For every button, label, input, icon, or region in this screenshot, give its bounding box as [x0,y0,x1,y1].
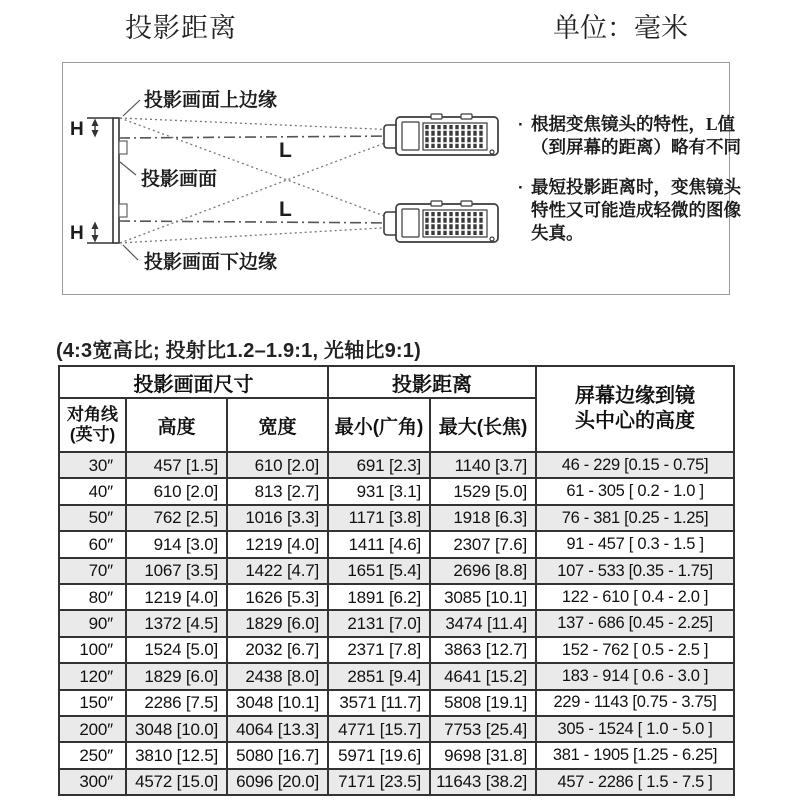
cell-value: 4572 [15.0] [126,769,227,795]
cell-diagonal: 40″ [59,478,126,504]
l-label-top: L [279,139,292,162]
label-screen-top-edge: 投影画面上边缘 [144,90,278,111]
cell-diagonal: 30″ [59,452,126,478]
cell-value: 1651 [5.4] [328,558,430,584]
projector-icon-bottom [384,201,498,242]
table-row [59,531,734,557]
cell-value: 457 - 2286 [ 1.5 - 7.5 ] [536,769,734,795]
note-line: 特性又可能造成轻微的图像 [531,200,741,220]
cell-value: 1171 [3.8] [328,505,430,531]
note-line: 根据变焦镜头的特性，L值 [531,114,736,134]
cell-value: 5808 [19.1] [430,690,536,716]
cell-value: 1372 [4.5] [126,610,227,636]
bullet-icon: · [518,115,524,134]
projection-distance-table [58,365,735,796]
cell-value: 9698 [31.8] [430,742,536,768]
col-header-max-tele: 最大(长焦) [430,398,536,452]
cell-diagonal: 120″ [59,663,126,689]
table-row [59,584,734,610]
table-row [59,769,734,795]
cell-value: 1529 [5.0] [430,478,536,504]
cell-value: 91 - 457 [ 0.3 - 1.5 ] [536,531,734,557]
aspect-ratio-note: (4:3宽高比; 投射比1.2–1.9:1, 光轴比9:1) [56,340,421,362]
cell-value: 2032 [6.7] [227,637,328,663]
cell-value: 137 - 686 [0.45 - 2.25] [536,610,734,636]
cell-value: 1411 [4.6] [328,531,430,557]
cell-value: 3085 [10.1] [430,584,536,610]
bullet-icon: · [518,178,524,197]
col-group-projection-distance: 投影距离 [328,366,536,398]
cell-value: 1524 [5.0] [126,637,227,663]
cell-value: 46 - 229 [0.15 - 0.75] [536,452,734,478]
col-group-lens-center-height: 屏幕边缘到镜 头中心的高度 [536,366,734,452]
cell-value: 2371 [7.8] [328,637,430,663]
diagram-notes [518,113,741,262]
cell-value: 2438 [8.0] [227,663,328,689]
cell-value: 6096 [20.0] [227,769,328,795]
col-group-screen-size: 投影画面尺寸 [59,366,328,398]
table-row [59,663,734,689]
label-screen: 投影画面 [141,169,218,190]
h-label-bottom: H [70,223,84,244]
table-row [59,742,734,768]
cell-value: 5080 [16.7] [227,742,328,768]
table-row [59,558,734,584]
col-header-diagonal: 对角线 (英寸) [59,398,126,452]
cell-value: 3810 [12.5] [126,742,227,768]
cell-value: 305 - 1524 [ 1.0 - 5.0 ] [536,716,734,742]
cell-value: 4641 [15.2] [430,663,536,689]
col-header-width: 宽度 [227,398,328,452]
cell-value: 2851 [9.4] [328,663,430,689]
h-dimension-bottom [87,222,113,244]
cell-value: 61 - 305 [ 0.2 - 1.0 ] [536,478,734,504]
cell-value: 7171 [23.5] [328,769,430,795]
h-label-top: H [70,119,84,140]
cell-value: 1219 [4.0] [227,531,328,557]
cell-value: 1918 [6.3] [430,505,536,531]
cell-diagonal: 100″ [59,637,126,663]
cell-value: 3571 [11.7] [328,690,430,716]
cell-value: 2286 [7.5] [126,690,227,716]
note-line: 失真。 [531,223,584,243]
label-screen-bottom-edge: 投影画面下边缘 [144,252,278,273]
cell-value: 1422 [4.7] [227,558,328,584]
cell-value: 4771 [15.7] [328,716,430,742]
table-row [59,452,734,478]
cell-diagonal: 200″ [59,716,126,742]
cell-value: 4064 [13.3] [227,716,328,742]
cell-value: 76 - 381 [0.25 - 1.25] [536,505,734,531]
cell-value: 931 [3.1] [328,478,430,504]
cell-value: 691 [2.3] [328,452,430,478]
cell-value: 3048 [10.0] [126,716,227,742]
projector-icon-top [384,114,498,155]
table-group-header-row [59,366,734,398]
cell-diagonal: 80″ [59,584,126,610]
l-label-bottom: L [279,198,292,221]
cell-diagonal: 250″ [59,742,126,768]
cell-value: 457 [1.5] [126,452,227,478]
unit-label: 单位：毫米 [553,13,688,43]
cell-diagonal: 50″ [59,505,126,531]
screen-hook-bottom [119,204,127,217]
cell-value: 914 [3.0] [126,531,227,557]
cell-value: 1219 [4.0] [126,584,227,610]
projection-diagram [62,62,741,295]
cell-value: 1626 [5.3] [227,584,328,610]
page-title: 投影距离 [125,13,237,43]
cell-value: 11643 [38.2] [430,769,536,795]
table-row [59,690,734,716]
cell-value: 3863 [12.7] [430,637,536,663]
h-dimension-top [87,118,113,138]
cell-value: 1891 [6.2] [328,584,430,610]
cell-value: 1829 [6.0] [227,610,328,636]
optical-axis-top [119,136,400,138]
screen-bar [113,118,119,243]
col-header-height: 高度 [126,398,227,452]
diagram-note [518,113,741,159]
table-row [59,505,734,531]
cell-value: 183 - 914 [ 0.6 - 3.0 ] [536,663,734,689]
cell-value: 1140 [3.7] [430,452,536,478]
cell-value: 2696 [8.8] [430,558,536,584]
optical-axis-bottom [119,221,400,223]
cell-value: 1067 [3.5] [126,558,227,584]
table-row [59,478,734,504]
cell-value: 229 - 1143 [0.75 - 3.75] [536,690,734,716]
cell-value: 762 [2.5] [126,505,227,531]
table-row [59,716,734,742]
cell-value: 152 - 762 [ 0.5 - 2.5 ] [536,637,734,663]
diagram-note [518,176,741,245]
cell-value: 610 [2.0] [227,452,328,478]
label-leaders [120,100,140,260]
cell-value: 7753 [25.4] [430,716,536,742]
cell-value: 3474 [11.4] [430,610,536,636]
cell-value: 610 [2.0] [126,478,227,504]
cell-value: 2307 [7.6] [430,531,536,557]
cell-diagonal: 70″ [59,558,126,584]
cell-diagonal: 90″ [59,610,126,636]
cell-value: 107 - 533 [0.35 - 1.75] [536,558,734,584]
screen-hook-top [119,141,127,154]
cell-value: 813 [2.7] [227,478,328,504]
cell-value: 1016 [3.3] [227,505,328,531]
cell-diagonal: 150″ [59,690,126,716]
table-row [59,610,734,636]
note-line: 最短投影距离时，变焦镜头 [531,177,741,197]
cell-value: 5971 [19.6] [328,742,430,768]
note-line: （到屏幕的距离）略有不同 [531,137,741,157]
cell-value: 122 - 610 [ 0.4 - 2.0 ] [536,584,734,610]
col-header-min-wide: 最小(广角) [328,398,430,452]
table-row [59,637,734,663]
cell-diagonal: 60″ [59,531,126,557]
cell-diagonal: 300″ [59,769,126,795]
cell-value: 2131 [7.0] [328,610,430,636]
cell-value: 1829 [6.0] [126,663,227,689]
cell-value: 3048 [10.1] [227,690,328,716]
cell-value: 381 - 1905 [1.25 - 6.25] [536,742,734,768]
